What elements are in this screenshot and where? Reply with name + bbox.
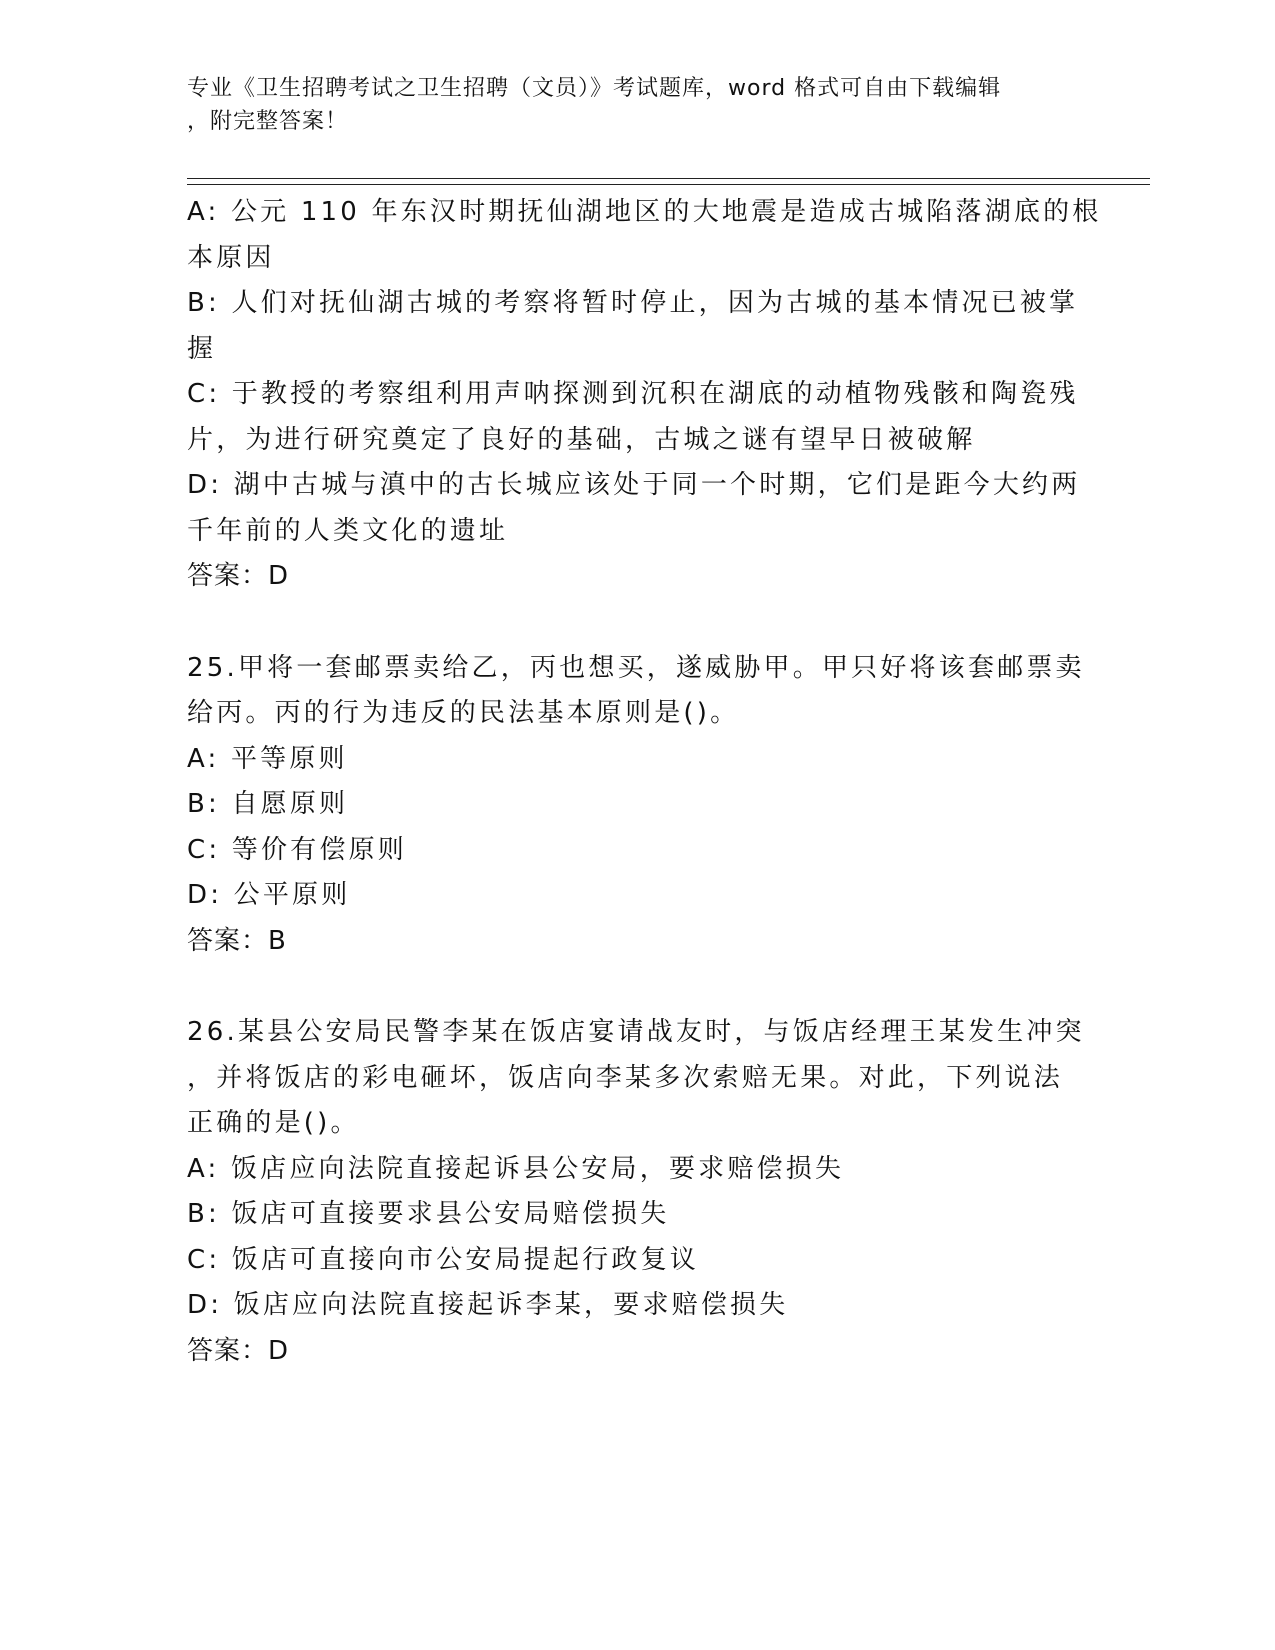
option-b-line-2: 握 (187, 333, 217, 364)
question-26-stem-line-2: ，并将饭店的彩电砸坏，饭店向李某多次索赔无果。对此，下列说法 (187, 1062, 1064, 1093)
question-25-stem-line-2: 给丙。丙的行为违反的民法基本原则是()。 (187, 698, 740, 728)
option-d-line-2: 千年前的人类文化的遗址 (187, 515, 509, 546)
question-content (187, 190, 1102, 1374)
question-26-stem-line-1: 26.某县公安局民警李某在饭店宴请战友时，与饭店经理王某发生冲突 (187, 1017, 1085, 1047)
header-line-1: 专业《卫生招聘考试之卫生招聘（文员）》考试题库，word 格式可自由下载编辑 (187, 76, 1002, 101)
question-24-options (187, 190, 1102, 600)
question-26-stem-line-3: 正确的是()。 (187, 1108, 360, 1138)
question-26-option-b: B: 饭店可直接要求县公安局赔偿损失 (187, 1199, 670, 1229)
question-25-option-c: C: 等价有偿原则 (187, 834, 407, 865)
question-spacer (187, 600, 1087, 646)
answer-25: 答案：B (187, 925, 287, 956)
answer-24: 答案：D (187, 561, 290, 591)
question-26-option-d: D: 饭店应向法院直接起诉李某，要求赔偿损失 (187, 1290, 789, 1320)
option-a-line-2: 本原因 (187, 242, 275, 273)
document-header (187, 72, 1077, 138)
question-25 (187, 646, 1087, 965)
question-25-stem-line-1: 25.甲将一套邮票卖给乙，丙也想买，遂威胁甲。甲只好将该套邮票卖 (187, 652, 1085, 683)
option-c-line-1: C: 于教授的考察组利用声呐探测到沉积在湖底的动植物残骸和陶瓷残 (187, 379, 1079, 409)
answer-26: 答案：D (187, 1335, 290, 1366)
question-spacer (187, 964, 1087, 1010)
question-26-option-a: A: 饭店应向法院直接起诉县公安局，要求赔偿损失 (187, 1153, 845, 1184)
option-a-line-1: A: 公元 110 年东汉时期抚仙湖地区的大地震是造成古城陷落湖底的根 (187, 197, 1102, 227)
question-26 (187, 1010, 1087, 1374)
option-d-line-1: D: 湖中古城与滇中的古长城应该处于同一个时期，它们是距今大约两 (187, 470, 1081, 500)
question-25-option-a: A: 平等原则 (187, 743, 348, 774)
question-25-option-b: B: 自愿原则 (187, 789, 349, 819)
option-b-line-1: B: 人们对抚仙湖古城的考察将暂时停止，因为古城的基本情况已被掌 (187, 288, 1079, 318)
question-26-option-c: C: 饭店可直接向市公安局提起行政复议 (187, 1244, 699, 1275)
question-25-option-d: D: 公平原则 (187, 880, 351, 910)
header-divider (187, 178, 1150, 185)
option-c-line-2: 片，为进行研究奠定了良好的基础，古城之谜有望早日被破解 (187, 424, 976, 455)
header-line-2: ，附完整答案！ (187, 109, 349, 134)
